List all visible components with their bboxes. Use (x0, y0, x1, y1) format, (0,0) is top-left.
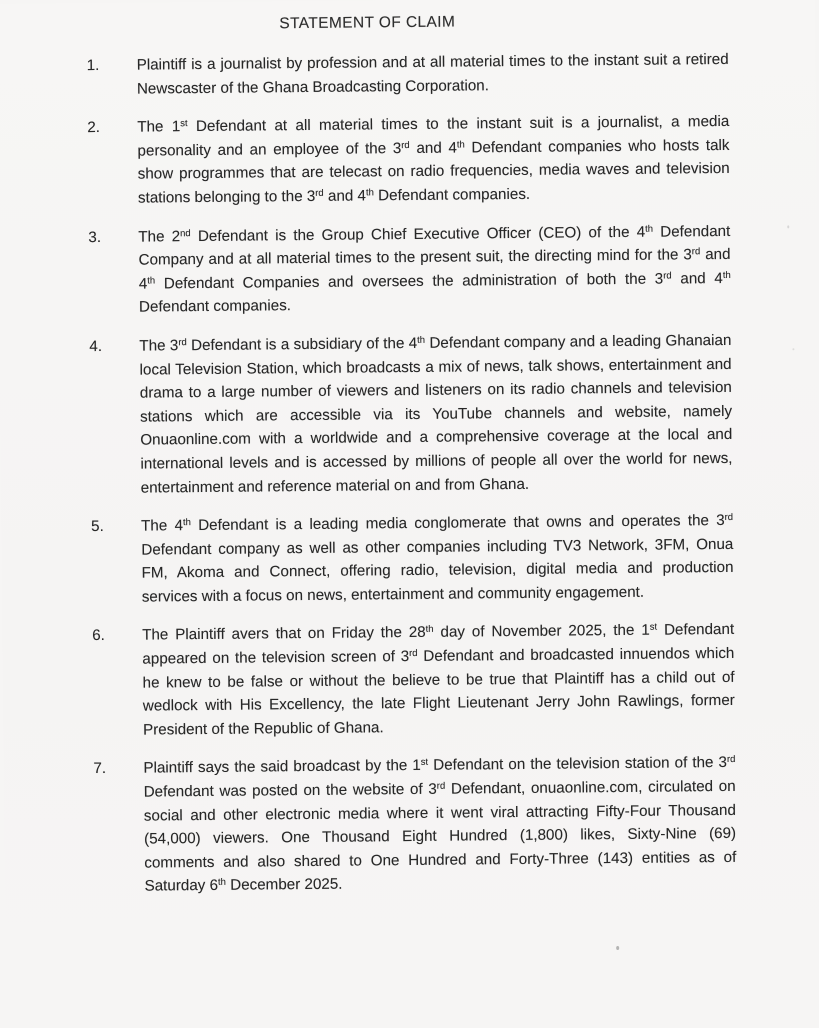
claim-paragraph (0, 219, 818, 321)
claim-paragraph (1, 508, 819, 610)
claim-paragraph (3, 750, 819, 899)
paragraph-number: 3. (88, 228, 102, 246)
paragraph-number: 1. (86, 56, 100, 75)
paragraph-text: The 1st Defendant at all material times to the instant suit is a journalist, a media personality and an employee of the 3rd and 4th Defendant companies who hosts talk show programmes that are telecast on radio frequencies, media waves and television stations belonging to the 3rd and 4th Defendant companies. (137, 113, 730, 207)
claim-paragraph (0, 109, 817, 211)
paragraph-text: The 3rd Defendant is a subsidiary of the 4th Defendant company and a leading Ghanaian local Television Station, which broadcasts a mix of news, talk shows, entertainment and drama to a large number of viewers and listeners on its radio channels and television stations which are accessible via its YouTube channels and website, namely Onuaonline.com with a worldwide and a comprehensive coverage at the local and international levels and is accessed by millions of people all over the world for news, entertainment and reference material on and from Ghana. (139, 331, 733, 497)
claim-paragraph (0, 47, 816, 102)
document-title: STATEMENT OF CLAIM (279, 13, 456, 33)
claim-paragraph (0, 328, 819, 501)
claim-paragraphs (0, 47, 819, 900)
scan-artifact (616, 946, 619, 950)
paragraph-text: Plaintiff says the said broadcast by the 1st Defendant on the television station of the 3rd Defendant was posted on the website of 3rd Defendant, onuaonline.com, circulated on social and other electronic media where it went viral attracting Fifty-Four Thousand (54,000) viewers. One Thousand Eight Hundred (1,800) likes, Sixty-Nine (69) comments and also shared to One Hundred and Forty-Three (143) entities as of Saturday 6th December 2025. (143, 754, 737, 895)
paragraph-number: 6. (92, 627, 105, 645)
paragraph-text: The Plaintiff avers that on Friday the 28th day of November 2025, the 1st Defendant appeared on the television screen of 3rd Defendant and broadcasted innuendos which he knew to be false or without the believe to be true that Plaintiff has a child out of wedlock with His Excellency, the late Flight Lieutenant Jerry John Rawlings, former President of the Republic of Ghana. (142, 621, 735, 739)
paragraph-text: The 4th Defendant is a leading media conglomerate that owns and operates the 3rd Defendant company as well as other companies including TV3 Network, 3FM, Onua FM, Akoma and Connect, offering radio, television, digital media and production services with a focus on news, entertainment and community engagement. (141, 511, 734, 606)
scan-artifact (792, 348, 794, 350)
paragraph-text: The 2nd Defendant is the Group Chief Executive Officer (CEO) of the 4th Defendant Company and at all material times to the present suit, the directing mind for the 3rd and 4th Defendant Companies and oversees the administration of both the 3rd and 4th Defendant companies. (138, 222, 731, 316)
paragraph-number: 2. (87, 119, 101, 137)
paragraph-number: 7. (93, 760, 107, 778)
claim-paragraph (2, 618, 819, 744)
paragraph-number: 5. (91, 518, 104, 536)
paragraph-text: Plaintiff is a journalist by profession and at all material times to the instant suit a retired Newscaster of the Ghana Broadcasting Corporation. (136, 50, 729, 98)
paragraph-number: 4. (89, 337, 103, 356)
scan-artifact (787, 225, 789, 228)
